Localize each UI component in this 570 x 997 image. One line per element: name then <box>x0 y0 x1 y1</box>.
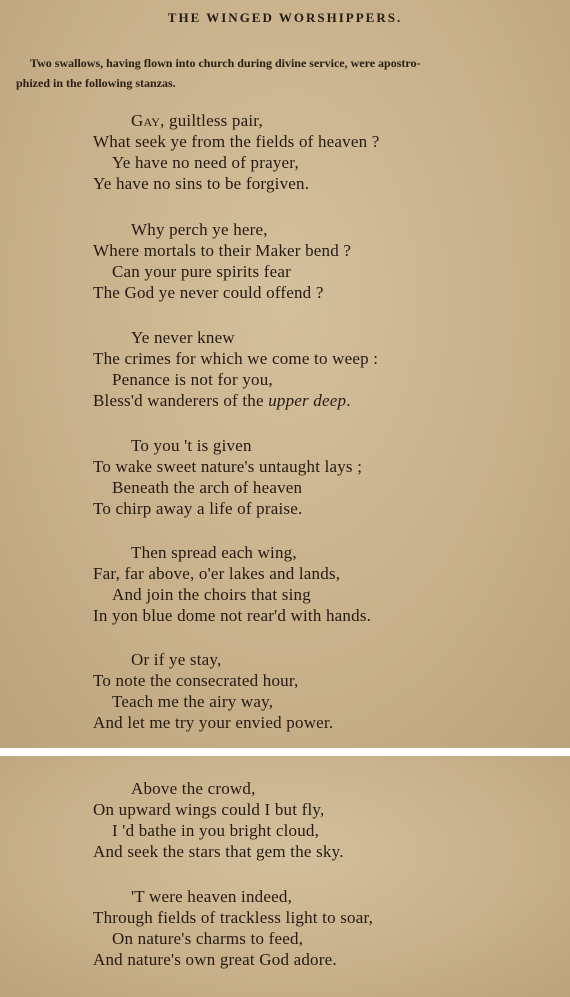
stanza-7-line-3: I 'd bathe in you bright cloud, <box>112 821 320 840</box>
poem-title: THE WINGED WORSHIPPERS. <box>167 10 403 25</box>
stanza-1-line-3: Ye have no need of prayer, <box>112 153 299 172</box>
stanza-6-line-1: Or if ye stay, <box>131 650 222 669</box>
page-divider <box>0 748 570 756</box>
stanza-6-line-4: And let me try your envied power. <box>93 713 334 732</box>
stanza-7-line-4: And seek the stars that gem the sky. <box>93 842 344 861</box>
stanza-5-line-2: Far, far above, o'er lakes and lands, <box>93 564 341 583</box>
stanza-8-line-3: On nature's charms to feed, <box>112 929 304 948</box>
stanza-4-line-3: Beneath the arch of heaven <box>112 478 303 497</box>
intro-line-1: Two swallows, having flown into church during divine service, were apostro- <box>30 56 421 70</box>
stanza-8-line-2: Through fields of trackless light to soar, <box>93 908 374 927</box>
stanza-3-line-2: The crimes for which we come to weep : <box>93 349 379 368</box>
stanza-3-line-1: Ye never knew <box>131 328 235 347</box>
stanza-6-line-3: Teach me the airy way, <box>112 692 274 711</box>
stanza-4-line-2: To wake sweet nature's untaught lays ; <box>93 457 363 476</box>
intro-paragraph <box>16 53 564 93</box>
stanza-8-line-1: 'T were heaven indeed, <box>131 887 293 906</box>
intro-line-2: phized in the following stanzas. <box>16 76 176 90</box>
stanza-8-line-4: And nature's own great God adore. <box>93 950 337 969</box>
stanza-1-line-2: What seek ye from the fields of heaven ? <box>93 132 380 151</box>
stanza-5-line-1: Then spread each wing, <box>131 543 297 562</box>
stanza-2-line-3: Can your pure spirits fear <box>112 262 291 281</box>
stanza-7-line-1: Above the crowd, <box>131 779 256 798</box>
stanza-4-line-1: To you 't is given <box>131 436 252 455</box>
stanza-5-line-4: In yon blue dome not rear'd with hands. <box>93 606 372 625</box>
stanza-3-line-4: Bless'd wanderers of the upper deep. <box>93 391 351 410</box>
page-lower-panel <box>0 756 570 997</box>
stanza-4-line-4: To chirp away a life of praise. <box>93 499 303 518</box>
stanza-2-line-4: The God ye never could offend ? <box>93 283 324 302</box>
stanza-1-line-4: Ye have no sins to be forgiven. <box>93 174 310 193</box>
stanza-5-line-3: And join the choirs that sing <box>112 585 311 604</box>
stanza-3-line-3: Penance is not for you, <box>112 370 273 389</box>
stanza-2-line-2: Where mortals to their Maker bend ? <box>93 241 352 260</box>
stanza-1-line-1: Gay, guiltless pair, <box>131 111 263 130</box>
stanza-7-line-2: On upward wings could I but fly, <box>93 800 325 819</box>
stanza-6-line-2: To note the consecrated hour, <box>93 671 299 690</box>
stanza-2-line-1: Why perch ye here, <box>131 220 268 239</box>
